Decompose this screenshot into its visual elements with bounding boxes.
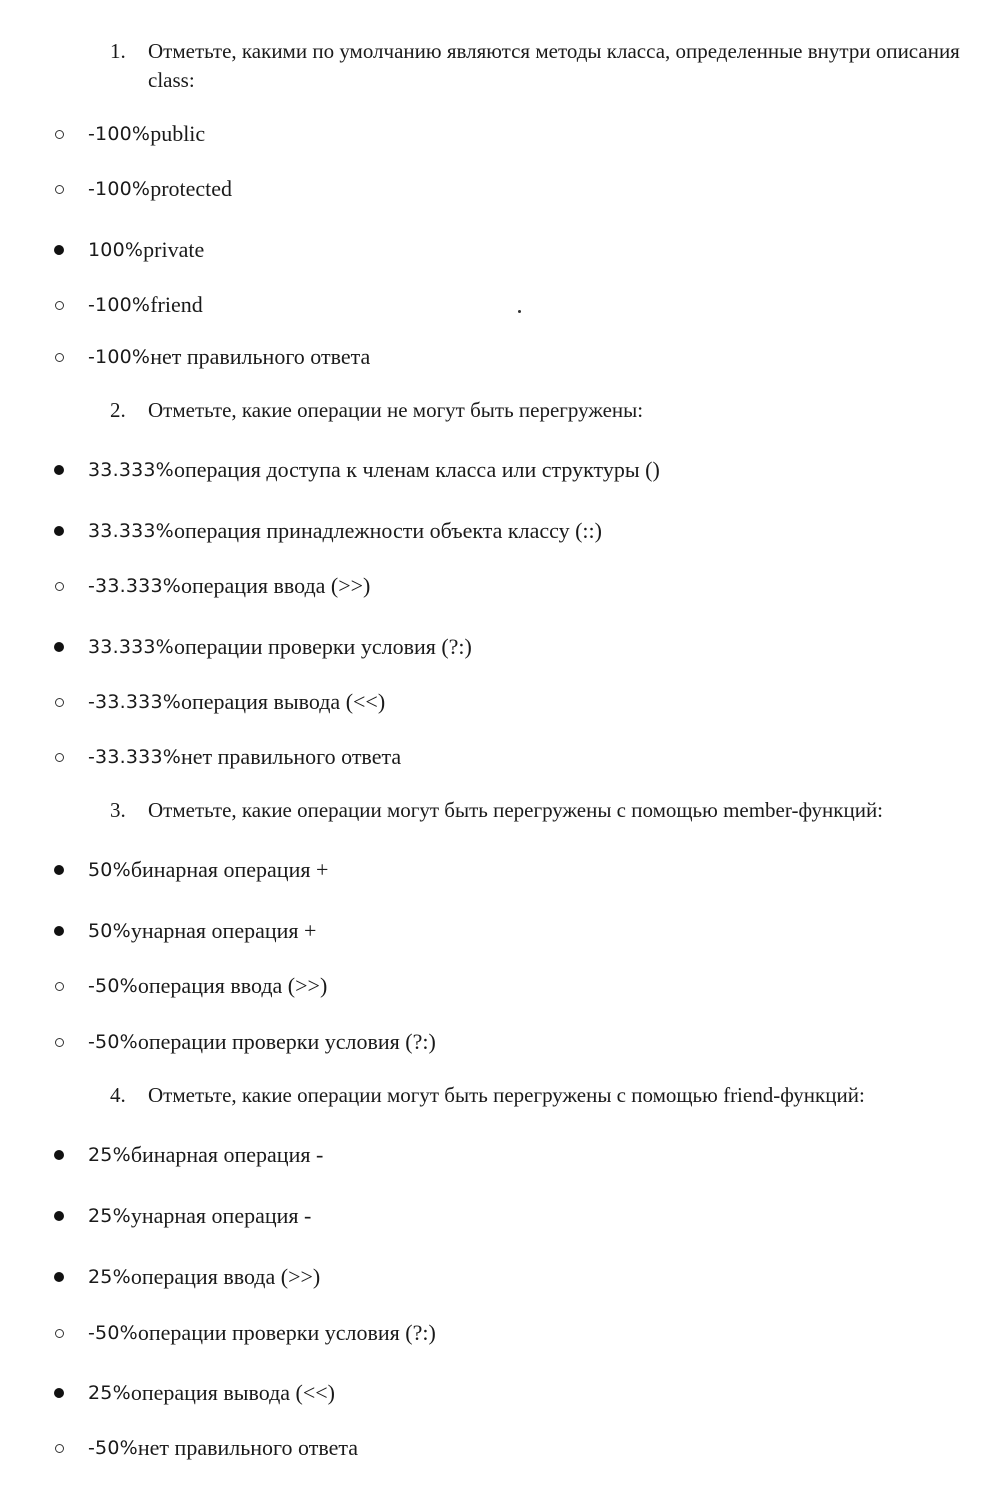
option-text: protected <box>150 176 233 201</box>
option-percent: -100% <box>88 123 151 145</box>
option-text: операция доступа к членам класса или структуры () <box>173 457 660 482</box>
question-2 <box>110 396 970 425</box>
question-number: 2. <box>110 398 126 422</box>
answer-option <box>48 290 203 320</box>
answer-option <box>48 855 328 885</box>
answer-option <box>48 174 232 204</box>
option-text: унарная операция + <box>130 918 317 943</box>
option-percent: -33.333% <box>88 746 181 768</box>
answer-option <box>48 235 204 265</box>
answer-option <box>48 632 472 662</box>
answer-option <box>48 342 370 372</box>
question-3 <box>110 796 970 825</box>
answer-option <box>48 742 401 772</box>
hollow-bullet-icon <box>48 575 70 597</box>
filled-bullet-icon <box>48 459 70 481</box>
option-text: унарная операция - <box>130 1203 312 1228</box>
filled-bullet-icon <box>48 859 70 881</box>
option-percent: 25% <box>88 1382 131 1404</box>
answer-option <box>48 1027 436 1057</box>
question-4 <box>110 1081 970 1110</box>
stray-mark <box>518 310 521 313</box>
answer-option <box>48 1201 311 1231</box>
option-percent: -100% <box>88 178 151 200</box>
option-text: бинарная операция + <box>130 857 329 882</box>
option-percent: 50% <box>88 859 131 881</box>
hollow-bullet-icon <box>48 294 70 316</box>
option-text: операция вывода (<<) <box>181 689 386 714</box>
option-text: операции проверки условия (?:) <box>173 634 472 659</box>
option-text: нет правильного ответа <box>137 1435 358 1460</box>
filled-bullet-icon <box>48 239 70 261</box>
filled-bullet-icon <box>48 520 70 542</box>
hollow-bullet-icon <box>48 346 70 368</box>
option-text: операция ввода (>>) <box>181 573 371 598</box>
option-percent: -50% <box>88 1437 138 1459</box>
option-percent: -100% <box>88 346 151 368</box>
option-percent: -33.333% <box>88 691 181 713</box>
question-1 <box>110 37 970 95</box>
filled-bullet-icon <box>48 1382 70 1404</box>
option-percent: -50% <box>88 1031 138 1053</box>
option-text: операция ввода (>>) <box>137 973 328 998</box>
answer-option <box>48 916 316 946</box>
option-percent: 25% <box>88 1144 131 1166</box>
answer-option <box>48 1433 358 1463</box>
option-percent: 50% <box>88 920 131 942</box>
filled-bullet-icon <box>48 1266 70 1288</box>
option-percent: 33.333% <box>88 520 174 542</box>
answer-option <box>48 571 370 601</box>
question-text: Отметьте, какие операции не могут быть перегружены: <box>148 398 644 422</box>
option-percent: 33.333% <box>88 459 174 481</box>
option-text: private <box>143 237 205 262</box>
option-text: friend <box>150 292 203 317</box>
option-percent: 25% <box>88 1205 131 1227</box>
answer-option <box>48 1318 436 1348</box>
option-text: операции проверки условия (?:) <box>137 1320 436 1345</box>
question-number: 3. <box>110 798 126 822</box>
answer-option <box>48 971 327 1001</box>
hollow-bullet-icon <box>48 123 70 145</box>
option-text: бинарная операция - <box>130 1142 324 1167</box>
option-percent: -50% <box>88 975 138 997</box>
question-number: 4. <box>110 1083 126 1107</box>
answer-option <box>48 516 602 546</box>
option-text: операция ввода (>>) <box>130 1264 321 1289</box>
filled-bullet-icon <box>48 1144 70 1166</box>
hollow-bullet-icon <box>48 1031 70 1053</box>
answer-option <box>48 1378 335 1408</box>
hollow-bullet-icon <box>48 1322 70 1344</box>
filled-bullet-icon <box>48 1205 70 1227</box>
question-text: Отметьте, какие операции могут быть перегружены с помощью friend-функций: <box>148 1083 865 1107</box>
option-text: нет правильного ответа <box>150 344 371 369</box>
option-percent: 25% <box>88 1266 131 1288</box>
hollow-bullet-icon <box>48 975 70 997</box>
option-percent: 33.333% <box>88 636 174 658</box>
filled-bullet-icon <box>48 636 70 658</box>
hollow-bullet-icon <box>48 691 70 713</box>
hollow-bullet-icon <box>48 1437 70 1459</box>
option-text: операции проверки условия (?:) <box>137 1029 436 1054</box>
option-text: public <box>150 121 206 146</box>
answer-option <box>48 1262 320 1292</box>
option-percent: -50% <box>88 1322 138 1344</box>
hollow-bullet-icon <box>48 178 70 200</box>
option-percent: -33.333% <box>88 575 181 597</box>
option-percent: 100% <box>88 239 144 261</box>
option-percent: -100% <box>88 294 151 316</box>
hollow-bullet-icon <box>48 746 70 768</box>
question-text: Отметьте, какие операции могут быть перегружены с помощью member-функций: <box>148 798 884 822</box>
option-text: операция принадлежности объекта классу (::) <box>173 518 602 543</box>
filled-bullet-icon <box>48 920 70 942</box>
question-number: 1. <box>110 39 126 63</box>
answer-option <box>48 119 205 149</box>
option-text: операция вывода (<<) <box>130 1380 336 1405</box>
option-text: нет правильного ответа <box>181 744 402 769</box>
answer-option <box>48 1140 323 1170</box>
answer-option <box>48 455 660 485</box>
question-text: Отметьте, какими по умолчанию являются методы класса, определенные внутри описания class: <box>148 39 960 92</box>
answer-option <box>48 687 385 717</box>
